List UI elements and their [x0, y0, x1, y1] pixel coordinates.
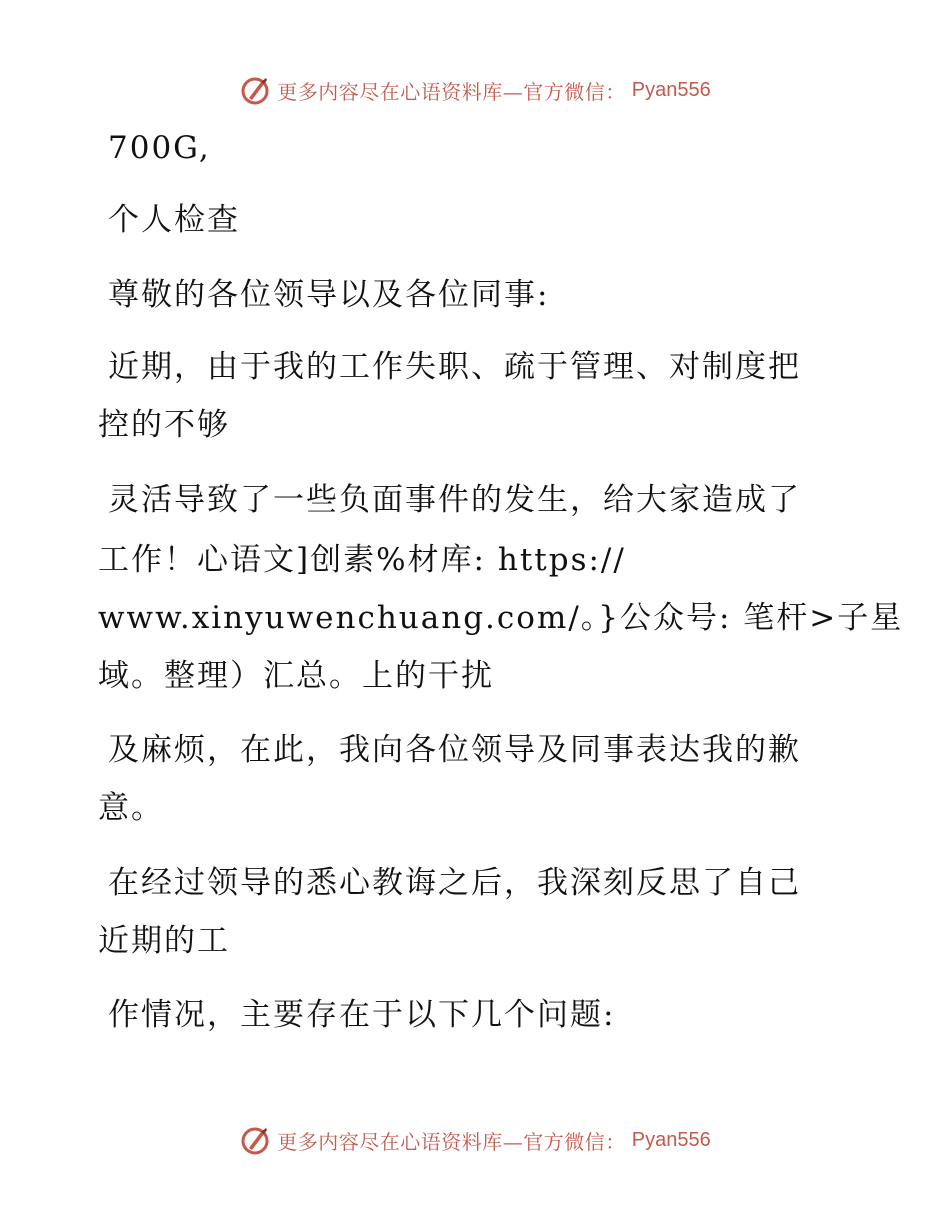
watermark-wechat-id: Pyan556 — [631, 78, 711, 101]
paragraph-2-line-2: 工作！心语文]创素%材库: https:// — [98, 542, 626, 578]
paragraph-2-line-1: 灵活导致了一些负面事件的发生，给大家造成了 — [108, 482, 801, 518]
salutation-line: 尊敬的各位领导以及各位同事: — [108, 277, 550, 313]
paragraph-5-line-1: 作情况，主要存在于以下几个问题: — [108, 997, 616, 1033]
text-line-size: 700G, — [108, 130, 211, 166]
paragraph-3-line-2: 意。 — [98, 790, 164, 826]
document-title: 个人检查 — [108, 202, 240, 238]
paragraph-2-line-4: 域。整理）汇总。上的干扰 — [98, 658, 494, 694]
paragraph-4-line-1: 在经过领导的悉心教诲之后，我深刻反思了自己 — [108, 865, 801, 901]
paragraph-2-line-3: www.xinyuwenchuang.com/。}公众号: 笔杆>子星 — [98, 600, 904, 636]
watermark-text: 更多内容尽在心语资料库—官方微信： — [277, 1129, 626, 1154]
watermark-text: 更多内容尽在心语资料库—官方微信： — [277, 79, 626, 104]
quill-pen-logo-icon — [239, 74, 271, 106]
quill-pen-logo-icon — [239, 1124, 271, 1156]
watermark-wechat-id: Pyan556 — [631, 1128, 711, 1151]
paragraph-3-line-1: 及麻烦，在此，我向各位领导及同事表达我的歉 — [108, 732, 801, 768]
watermark-banner-top — [0, 70, 950, 110]
paragraph-1-line-2: 控的不够 — [98, 407, 230, 443]
paragraph-4-line-2: 近期的工 — [98, 923, 230, 959]
paragraph-1-line-1: 近期，由于我的工作失职、疏于管理、对制度把 — [108, 349, 801, 385]
watermark-banner-bottom — [0, 1120, 950, 1160]
